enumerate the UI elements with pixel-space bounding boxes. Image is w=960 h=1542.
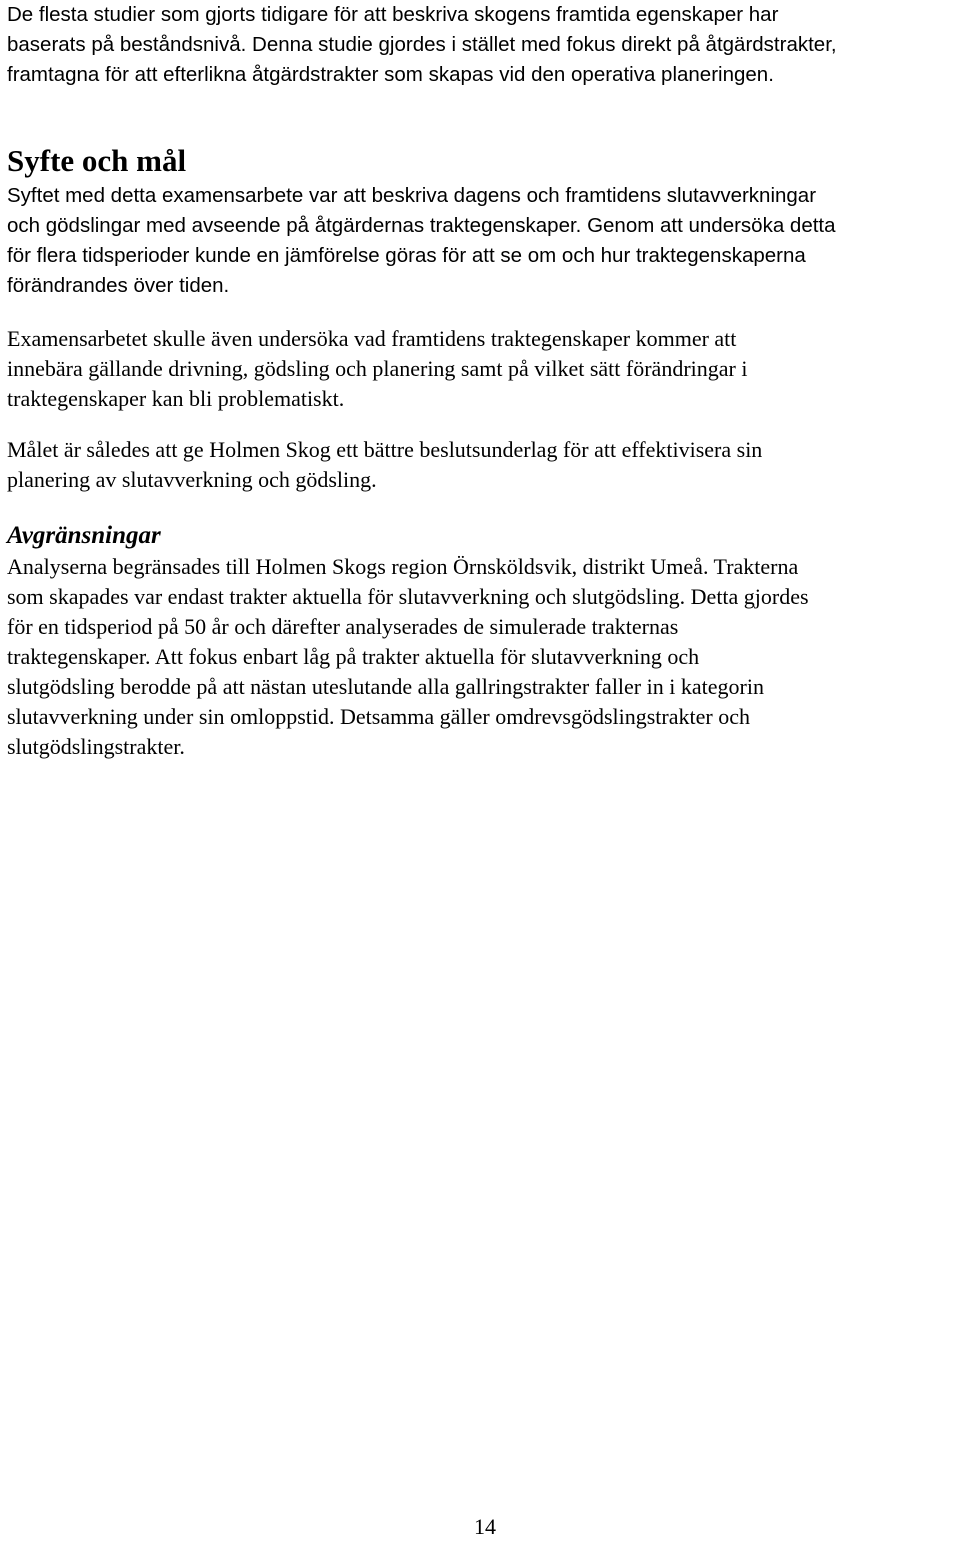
text-line: förändrandes över tiden. — [7, 274, 230, 297]
page-number: 14 — [474, 1514, 496, 1539]
text-line: traktegenskaper kan bli problematiskt. — [7, 386, 345, 411]
text-line: slutgödsling berodde på att nästan uteslutande alla gallringstrakter faller in i kategorin — [7, 674, 764, 699]
intro-paragraph — [7, 0, 837, 90]
text-line: för flera tidsperioder kunde en jämförelse göras för att se om och hur traktegenskaperna — [7, 244, 806, 267]
text-line: traktegenskaper. Att fokus enbart låg på trakter aktuella för slutavverkning och — [7, 644, 700, 669]
syfte-paragraph-2 — [7, 324, 747, 414]
text-line: som skapades var endast trakter aktuella för slutavverkning och slutgödsling. Detta gjordes — [7, 584, 809, 609]
text-line: De flesta studier som gjorts tidigare för att beskriva skogens framtida egenskaper har — [7, 3, 779, 26]
text-line: slutgödslingstrakter. — [7, 734, 185, 759]
syfte-paragraph-1 — [7, 181, 836, 301]
text-line: Syftet med detta examensarbete var att beskriva dagens och framtidens slutavverkningar — [7, 184, 817, 207]
text-line: slutavverkning under sin omloppstid. Detsamma gäller omdrevsgödslingstrakter och — [7, 704, 750, 729]
text-line: Målet är således att ge Holmen Skog ett bättre beslutsunderlag för att effektivisera sin — [7, 437, 763, 462]
text-line: för en tidsperiod på 50 år och därefter analyserades de simulerade trakternas — [7, 614, 679, 639]
text-line: Examensarbetet skulle även undersöka vad framtidens traktegenskaper kommer att — [7, 326, 737, 351]
text-line: framtagna för att efterlikna åtgärdstrakter som skapas vid den operativa planeringen. — [7, 63, 774, 86]
syfte-paragraph-3 — [7, 435, 762, 495]
avgransningar-paragraph — [7, 552, 809, 762]
text-line: baserats på beståndsnivå. Denna studie gjordes i stället med fokus direkt på åtgärdstrakter, — [7, 33, 837, 56]
text-line: innebära gällande drivning, gödsling och planering samt på vilket sätt förändringar i — [7, 356, 748, 381]
heading-avgransningar: Avgränsningar — [7, 522, 161, 549]
text-line: och gödslingar med avseende på åtgärdernas traktegenskaper. Genom att undersöka detta — [7, 214, 836, 237]
heading-syfte-och-mal: Syfte och mål — [7, 143, 187, 178]
text-line: Analyserna begränsades till Holmen Skogs region Örnsköldsvik, distrikt Umeå. Trakterna — [7, 554, 799, 579]
text-line: planering av slutavverkning och gödsling. — [7, 467, 377, 492]
